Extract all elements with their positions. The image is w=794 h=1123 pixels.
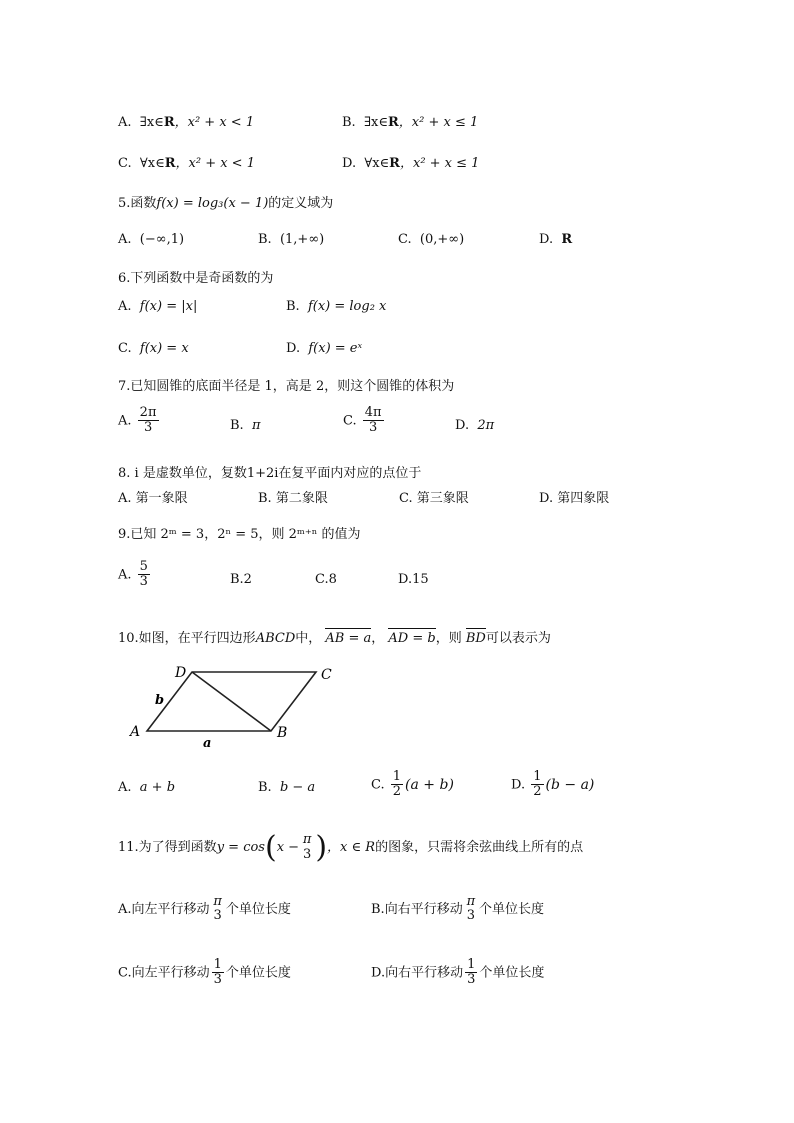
- option-text: 个单位长度: [225, 965, 291, 981]
- option-text: b − a: [279, 780, 316, 795]
- set-symbol: R: [164, 156, 176, 171]
- option-text: 个单位长度: [225, 901, 291, 917]
- q6-option-d[interactable]: [286, 341, 362, 356]
- option-label: A.: [118, 780, 132, 795]
- fraction: [465, 895, 477, 924]
- domain: ，x ∈ R: [327, 840, 376, 855]
- option-label: D.: [371, 965, 386, 981]
- fraction: [138, 406, 159, 436]
- q10-option-a[interactable]: [118, 780, 175, 795]
- q4-option-a[interactable]: [118, 111, 254, 130]
- set-symbol: R: [163, 115, 175, 130]
- numerator: 4π: [364, 405, 382, 420]
- option-label: B.: [230, 418, 244, 433]
- option-label: B.: [286, 299, 300, 314]
- option-text: 向右平行移动: [385, 965, 464, 981]
- fraction: [212, 895, 224, 924]
- q9-option-a[interactable]: [118, 560, 152, 590]
- numerator: 1: [213, 957, 222, 972]
- option-text: 第四象限: [557, 491, 610, 506]
- stem-text: 可以表示为: [485, 631, 551, 646]
- q8-option-c[interactable]: [399, 487, 469, 506]
- label-vector-a: a: [203, 736, 212, 748]
- option-label: D.: [342, 156, 357, 171]
- option-label: D.: [455, 418, 470, 433]
- complex-number: 1+2i: [246, 466, 279, 481]
- option-label: C.: [118, 965, 132, 981]
- q4-option-b[interactable]: [342, 111, 478, 130]
- option-text: 向左平行移动: [131, 901, 210, 917]
- denominator: 3: [213, 908, 222, 924]
- q6-stem: 6.下列函数中是奇函数的为: [118, 271, 274, 286]
- q11-option-a[interactable]: [118, 895, 291, 924]
- q8-option-d[interactable]: [539, 487, 609, 506]
- numerator: π: [466, 894, 476, 909]
- option-label: A.: [118, 901, 132, 917]
- option-label: C.: [343, 413, 357, 429]
- option-label: B.: [371, 901, 385, 917]
- denominator: 3: [467, 972, 476, 988]
- q4-option-c[interactable]: [118, 152, 255, 171]
- option-text: (a + b): [405, 776, 454, 793]
- q5-option-c[interactable]: [398, 232, 464, 247]
- numerator: 1: [392, 769, 402, 784]
- fraction: [363, 406, 384, 436]
- label-d: D: [175, 665, 187, 681]
- function-arg: x −: [276, 840, 300, 855]
- denominator: 3: [466, 908, 475, 924]
- q4-option-d[interactable]: [342, 152, 479, 171]
- stem-text: 10.如图，在平行四边形: [118, 631, 256, 646]
- stem-text: 在复平面内对应的点位于: [278, 466, 422, 481]
- q7-option-c[interactable]: [343, 406, 386, 436]
- right-paren: ): [315, 830, 328, 865]
- option-label: B.: [342, 115, 356, 130]
- numerator: 2π: [139, 405, 157, 420]
- option-text: R: [561, 232, 573, 247]
- option-text: f(x) = x: [139, 341, 189, 356]
- fraction: [531, 770, 543, 800]
- q8-option-a[interactable]: [118, 487, 188, 506]
- fraction: [212, 958, 224, 988]
- fraction: [301, 833, 313, 862]
- q11-stem: [118, 830, 583, 865]
- option-text: (−∞,1): [139, 232, 185, 247]
- option-text: 第三象限: [416, 491, 469, 506]
- quantifier: ∃x∈: [363, 115, 388, 130]
- option-text: 向左平行移动: [131, 965, 210, 981]
- stem-text: 8. i 是虚数单位，复数: [118, 466, 247, 481]
- denominator: 3: [369, 420, 378, 436]
- denominator: 3: [303, 846, 312, 862]
- q10-option-c[interactable]: [371, 770, 454, 800]
- option-label: D.: [286, 341, 301, 356]
- q6-option-c[interactable]: [118, 341, 189, 356]
- q7-option-a[interactable]: [118, 406, 161, 436]
- option-text: f(x) = |x|: [139, 299, 198, 314]
- option-label: B.: [258, 232, 272, 247]
- stem-text: ，则: [435, 631, 462, 646]
- option-label: A.: [118, 567, 132, 583]
- option-text: π: [251, 418, 261, 433]
- q6-option-a[interactable]: [118, 299, 197, 314]
- option-label: C.: [118, 156, 132, 171]
- option-label: D.: [511, 777, 526, 793]
- option-text: (b − a): [545, 776, 595, 793]
- stem-text: 11.为了得到函数: [118, 840, 217, 855]
- denominator: 2: [533, 784, 542, 800]
- option-label: B.: [258, 491, 272, 506]
- q9-option-b[interactable]: B.2: [230, 572, 252, 587]
- parallelogram-figure: [125, 660, 345, 748]
- option-label: A.: [118, 299, 132, 314]
- option-label: D.: [539, 232, 554, 247]
- inequality: ，x² + x ≤ 1: [399, 156, 480, 171]
- quantifier: ∀x∈: [139, 156, 165, 171]
- q5-option-a[interactable]: [118, 232, 184, 247]
- q9-option-d[interactable]: D.15: [398, 572, 429, 587]
- function-expr: f(x) = log₃(x − 1): [156, 196, 269, 211]
- q6-option-b[interactable]: [286, 299, 386, 314]
- q8-option-b[interactable]: [258, 487, 328, 506]
- denominator: 3: [143, 420, 153, 436]
- option-text: 个单位长度: [479, 965, 545, 981]
- option-text: f(x) = log₂ x: [307, 299, 387, 314]
- numerator: 1: [533, 769, 542, 784]
- option-text: (0,+∞): [419, 232, 465, 247]
- option-text: 向右平行移动: [384, 901, 463, 917]
- label-b-vertex: B: [277, 725, 288, 741]
- label-a: A: [130, 724, 141, 740]
- fraction: [465, 958, 477, 988]
- inequality: ，x² + x < 1: [175, 156, 255, 171]
- left-paren: (: [264, 830, 277, 865]
- numerator: π: [213, 894, 222, 909]
- denominator: 2: [392, 784, 402, 800]
- option-label: A.: [118, 115, 132, 130]
- option-text: (1,+∞): [279, 232, 325, 247]
- vector-ad: AD = b: [388, 631, 436, 646]
- label-vector-b: b: [155, 693, 165, 708]
- set-symbol: R: [389, 156, 400, 171]
- denominator: 3: [139, 574, 148, 590]
- option-label: B.: [258, 780, 272, 795]
- q11-option-b[interactable]: [371, 895, 544, 924]
- quantifier: ∃x∈: [139, 115, 164, 130]
- q10-option-b[interactable]: [258, 780, 315, 795]
- stem-text: 中，: [295, 631, 322, 646]
- option-label: C.: [371, 777, 385, 793]
- set-symbol: R: [387, 115, 399, 130]
- denominator: 3: [213, 972, 222, 988]
- shape-name: ABCD: [255, 631, 296, 646]
- q7-option-b[interactable]: [230, 418, 261, 433]
- option-label: C.: [399, 491, 413, 506]
- q11-option-d[interactable]: [371, 958, 544, 988]
- q9-stem: 9.已知 2ᵐ = 3，2ⁿ = 5，则 2ᵐ⁺ⁿ 的值为: [118, 527, 361, 542]
- option-label: C.: [118, 341, 132, 356]
- function-lhs: y = cos: [216, 840, 265, 855]
- option-label: D.: [539, 491, 554, 506]
- option-text: 2π: [477, 418, 495, 433]
- option-text: 个单位长度: [478, 901, 544, 917]
- numerator: 1: [467, 957, 476, 972]
- inequality: ，x² + x < 1: [174, 115, 255, 130]
- option-label: C.: [398, 232, 412, 247]
- vector-bd: BD: [465, 631, 486, 646]
- q8-stem: [118, 462, 421, 481]
- quantifier: ∀x∈: [364, 156, 390, 171]
- fraction: [138, 560, 150, 590]
- option-label: A.: [118, 491, 132, 506]
- q5-stem: [118, 192, 333, 211]
- q10-option-d[interactable]: [511, 770, 594, 800]
- option-text: a + b: [139, 780, 176, 795]
- inequality: ，x² + x ≤ 1: [398, 115, 479, 130]
- option-text: 第二象限: [275, 491, 328, 506]
- stem-text: 的图象，只需将余弦曲线上所有的点: [375, 840, 584, 855]
- label-c: C: [321, 667, 332, 683]
- option-label: A.: [118, 413, 132, 429]
- vector-ab: AB = a: [325, 631, 372, 646]
- option-label: A.: [118, 232, 132, 247]
- diagonal-bd: [192, 672, 271, 731]
- fraction: [391, 770, 403, 800]
- q7-option-d[interactable]: [455, 418, 494, 433]
- option-text: 第一象限: [135, 491, 188, 506]
- q9-option-c[interactable]: C.8: [315, 572, 337, 587]
- numerator: π: [302, 832, 312, 848]
- q5-option-d[interactable]: [539, 232, 572, 247]
- q5-option-b[interactable]: [258, 232, 324, 247]
- q10-stem: 10.如图，在平行四边形ABCD中， AB = a， AD = b，则 BD可以表示为: [118, 631, 551, 646]
- numerator: 5: [139, 559, 148, 574]
- q11-option-c[interactable]: [118, 958, 291, 988]
- q7-stem: 7.已知圆锥的底面半径是 1，高是 2，则这个圆锥的体积为: [118, 379, 455, 394]
- option-text: f(x) = eˣ: [308, 341, 363, 356]
- stem-text: 5.函数: [118, 196, 157, 211]
- stem-text: 的定义域为: [268, 196, 334, 211]
